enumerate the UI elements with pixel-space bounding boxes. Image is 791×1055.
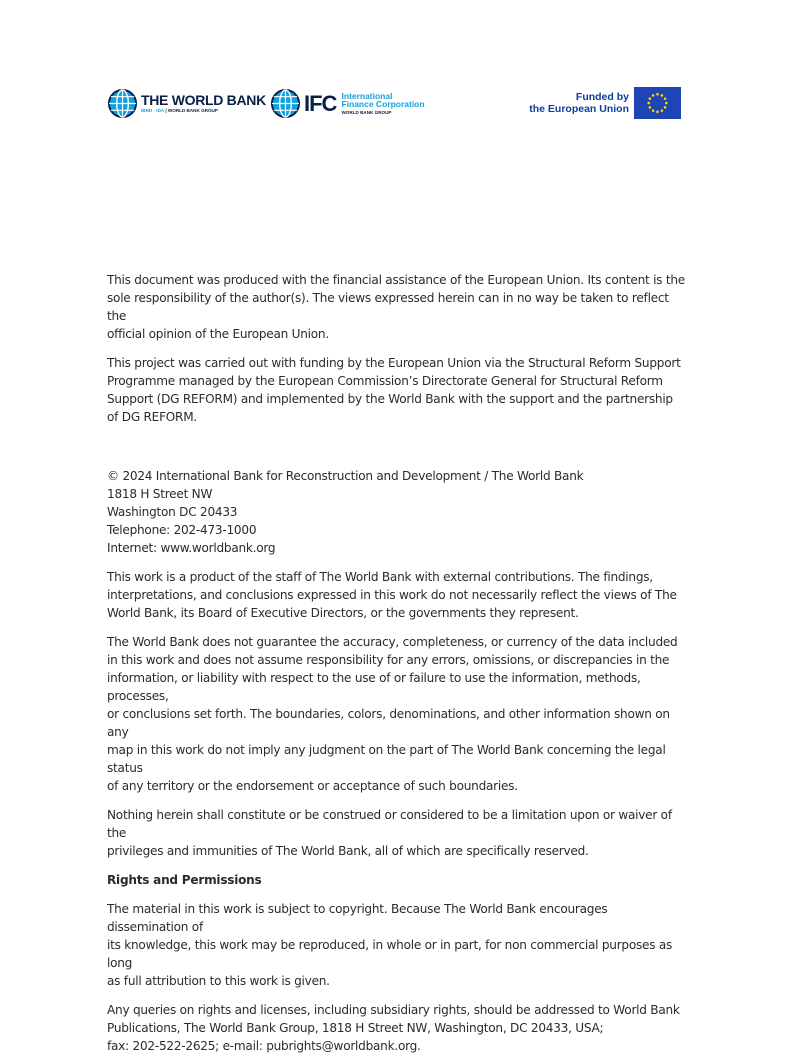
world-bank-logo (107, 87, 266, 120)
no-guarantee-paragraph: The World Bank does not guarantee the accuracy, completeness, or currency of the data included in this work and does not assume responsibility for any errors, omissions, or discrepancies in the information, or liability with respect to the use of or failure to use the information, methods, processes, or conclusions set forth. The boundaries, colors, denominations, and other information shown on any map in this work do not imply any judgment on the part of The World Bank concerning the legal status of any territory or the endorsement or acceptance of such boundaries. (107, 635, 678, 793)
copyright-paragraph: The material in this work is subject to copyright. Because The World Bank encourages dissemination of its knowledge, this work may be reproduced, in whole or in part, for non commercial purposes as long as full attribution to this work is given. (107, 902, 673, 988)
ifc-logo (270, 87, 425, 120)
copyright-address: © 2024 International Bank for Reconstruction and Development / The World Bank 1818 H Street NW Washington DC 20433 Telephone: 202-473-1000 Internet: www.worldbank.org (107, 469, 584, 555)
eu-star (661, 94, 664, 97)
world-bank-subtitle: IBRD · IDA | WORLD BANK GROUP (141, 108, 218, 113)
staff-work-paragraph: This work is a product of the staff of The World Bank with external contributions. The findings, interpretations, and conclusions expressed in this work do not necessarily reflect the views of The World Bank, its Board of Executive Directors, or the governments they represent. (107, 570, 677, 620)
eu-star (652, 109, 655, 112)
eu-star (661, 109, 664, 112)
ifc-group: WORLD BANK GROUP (341, 109, 392, 115)
project-funding-paragraph: This project was carried out with funding by the European Union via the Structural Reform Support Programme managed by the European Commission’s Directorate General for Structural Reform Support (DG REFORM) and implemented by the World Bank with the support and the partnership of DG REFORM. (107, 356, 681, 424)
ifc-name-line1: International (341, 90, 393, 101)
eu-name: the European Union (529, 103, 629, 115)
eu-star (664, 106, 667, 109)
eu-funding-logo (529, 87, 681, 119)
eu-star (649, 97, 652, 100)
eu-flag-icon (634, 87, 681, 119)
eu-star (649, 106, 652, 109)
eu-star (647, 102, 650, 105)
eu-disclaimer: This document was produced with the financial assistance of the European Union. Its content is the sole responsibility of the author(s). The views expressed herein can in no way be taken to reflect the official opinion of the European Union. (107, 273, 685, 341)
logo-bar (107, 86, 681, 122)
eu-star (664, 97, 667, 100)
eu-star (656, 111, 659, 114)
eu-star (652, 94, 655, 97)
rights-heading: Rights and Permissions (107, 873, 262, 887)
ifc-globe-icon (270, 88, 301, 119)
world-bank-wordmark: THE WORLD BANK (141, 92, 266, 108)
ifc-name-line2: Finance Corporation (341, 99, 425, 109)
document-body (107, 271, 687, 1055)
immunities-paragraph: Nothing herein shall constitute or be construed or considered to be a limitation upon or waiver of the privileges and immunities of The World Bank, all of which are specifically reserved. (107, 808, 672, 858)
eu-funded-by: Funded by (575, 91, 629, 103)
ifc-wordmark: IFC (304, 90, 337, 116)
eu-star (656, 93, 659, 96)
eu-star (665, 102, 668, 105)
world-bank-globe-icon (107, 88, 138, 119)
queries-paragraph: Any queries on rights and licenses, including subsidiary rights, should be addressed to World Bank Publications, The World Bank Group, 1818 H Street NW, Washington, DC 20433, USA; fax: 202-522-2625; e-mail: pubrights@worldbank.org. (107, 1003, 680, 1053)
